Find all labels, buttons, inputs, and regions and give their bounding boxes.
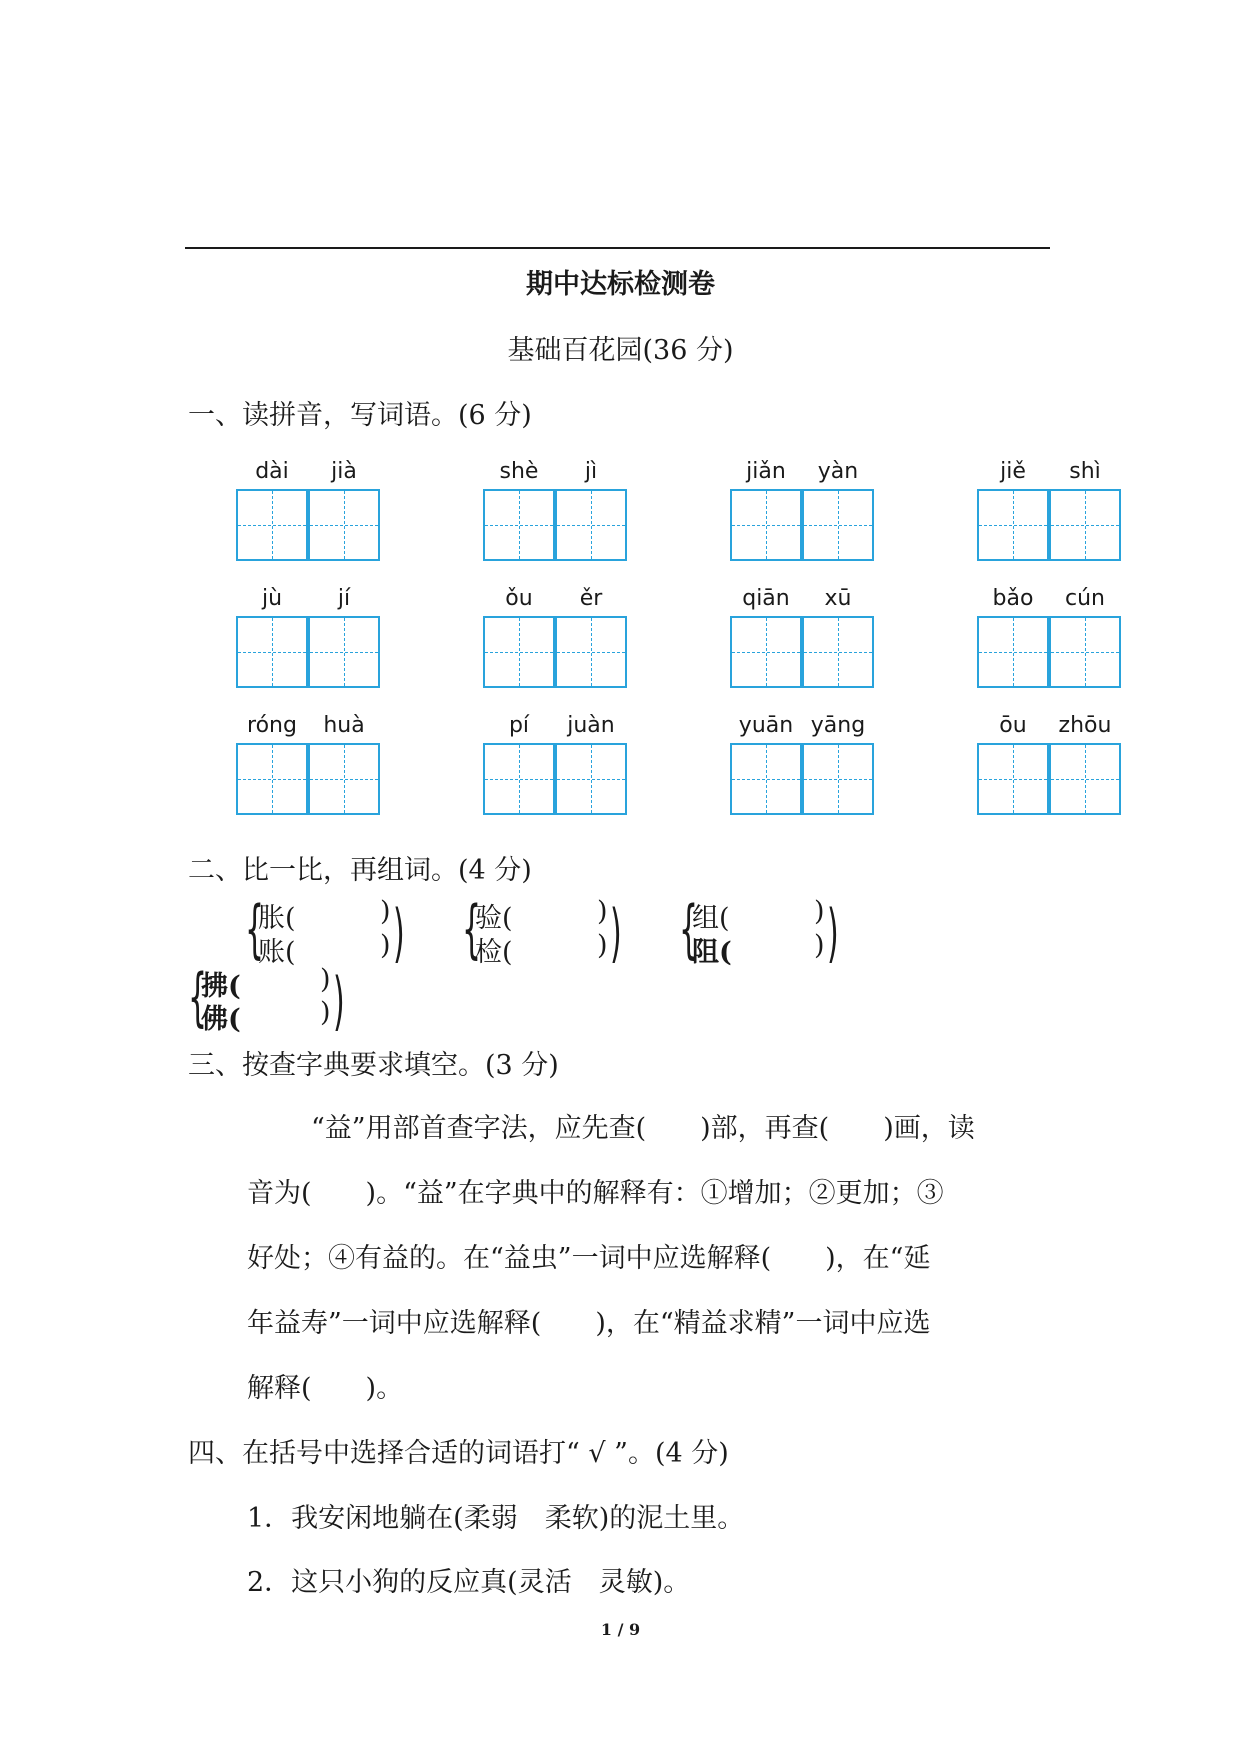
pair-word-b: 账(	[258, 937, 296, 968]
pair-word-a: 组(	[692, 903, 730, 934]
q3-line: 好处；④有益的。在“益虫”一词中应选解释( )，在“延	[247, 1243, 931, 1274]
pinyin-label: shì	[1069, 459, 1101, 484]
pinyin-label: yuān	[738, 713, 794, 738]
writing-box[interactable]	[977, 616, 1049, 688]
writing-box[interactable]	[802, 489, 874, 561]
pair-word-a: 胀(	[258, 903, 296, 934]
pinyin-label: qiān	[742, 586, 790, 611]
writing-box[interactable]	[802, 743, 874, 815]
pinyin-label: jì	[584, 459, 598, 484]
pinyin-label: ǒu	[505, 586, 533, 611]
pinyin-label: zhōu	[1058, 713, 1112, 738]
writing-box[interactable]	[730, 743, 802, 815]
writing-box[interactable]	[555, 743, 627, 815]
pinyin-label: xū	[824, 586, 852, 611]
writing-box[interactable]	[1049, 743, 1121, 815]
writing-box[interactable]	[1049, 489, 1121, 561]
q4-item: 1．我安闲地躺在(柔弱 柔软)的泥土里。	[247, 1503, 745, 1534]
q4-item: 2．这只小狗的反应真(灵活 灵敏)。	[247, 1567, 691, 1598]
pinyin-label: dài	[255, 459, 289, 484]
writing-box[interactable]	[802, 616, 874, 688]
pinyin-label: ěr	[579, 586, 603, 611]
q3-line: “益”用部首查字法，应先查( )部，再查( )画，读	[311, 1113, 975, 1144]
top-rule	[185, 247, 1050, 249]
pinyin-label: jià	[331, 459, 357, 484]
pinyin-label: pí	[508, 713, 530, 738]
writing-box[interactable]	[483, 616, 555, 688]
writing-box[interactable]	[730, 616, 802, 688]
pair-word-b: 检(	[475, 937, 513, 968]
writing-box[interactable]	[236, 489, 308, 561]
pinyin-label: juàn	[567, 713, 615, 738]
writing-box[interactable]	[236, 743, 308, 815]
page-title: 期中达标检测卷	[526, 269, 715, 300]
writing-box[interactable]	[555, 489, 627, 561]
q1-heading: 一、读拼音，写词语。(6 分)	[188, 400, 532, 431]
pinyin-label: ōu	[999, 713, 1027, 738]
section-subtitle: 基础百花园(36 分)	[507, 335, 734, 366]
writing-box[interactable]	[236, 616, 308, 688]
writing-box[interactable]	[308, 489, 380, 561]
pinyin-label: jù	[261, 586, 283, 611]
q3-line: 音为( )。“益”在字典中的解释有：①增加；②更加；③	[247, 1178, 944, 1209]
pinyin-label: jiǎn	[746, 459, 786, 484]
q3-line: 年益寿”一词中应选解释( )，在“精益求精”一词中应选	[247, 1308, 931, 1339]
page-number: 1 / 9	[600, 1620, 641, 1639]
writing-box[interactable]	[977, 489, 1049, 561]
pinyin-label: cún	[1065, 586, 1105, 611]
pinyin-label: jí	[337, 586, 351, 611]
pair-word-a: 拂(	[201, 971, 241, 1002]
pinyin-label: shè	[499, 459, 539, 484]
pinyin-label: huà	[323, 713, 365, 738]
writing-box[interactable]	[483, 489, 555, 561]
writing-box[interactable]	[730, 489, 802, 561]
pinyin-label: yàn	[817, 459, 859, 484]
pair-word-b: 阻(	[692, 937, 732, 968]
writing-box[interactable]	[308, 743, 380, 815]
writing-box[interactable]	[977, 743, 1049, 815]
writing-box[interactable]	[1049, 616, 1121, 688]
pinyin-label: jiě	[1000, 459, 1026, 484]
q3-heading: 三、按查字典要求填空。(3 分)	[188, 1050, 559, 1081]
q2-heading: 二、比一比，再组词。(4 分)	[188, 855, 532, 886]
q3-line: 解释( )。	[247, 1373, 404, 1404]
pair-word-a: 验(	[475, 903, 513, 934]
q4-heading: 四、在括号中选择合适的词语打“ √ ”。(4 分)	[188, 1438, 729, 1469]
pair-word-b: 佛(	[201, 1004, 241, 1035]
writing-box[interactable]	[308, 616, 380, 688]
writing-box[interactable]	[483, 743, 555, 815]
pinyin-label: yāng	[810, 713, 866, 738]
pinyin-label: róng	[247, 713, 297, 738]
pinyin-label: bǎo	[992, 586, 1034, 611]
writing-box[interactable]	[555, 616, 627, 688]
